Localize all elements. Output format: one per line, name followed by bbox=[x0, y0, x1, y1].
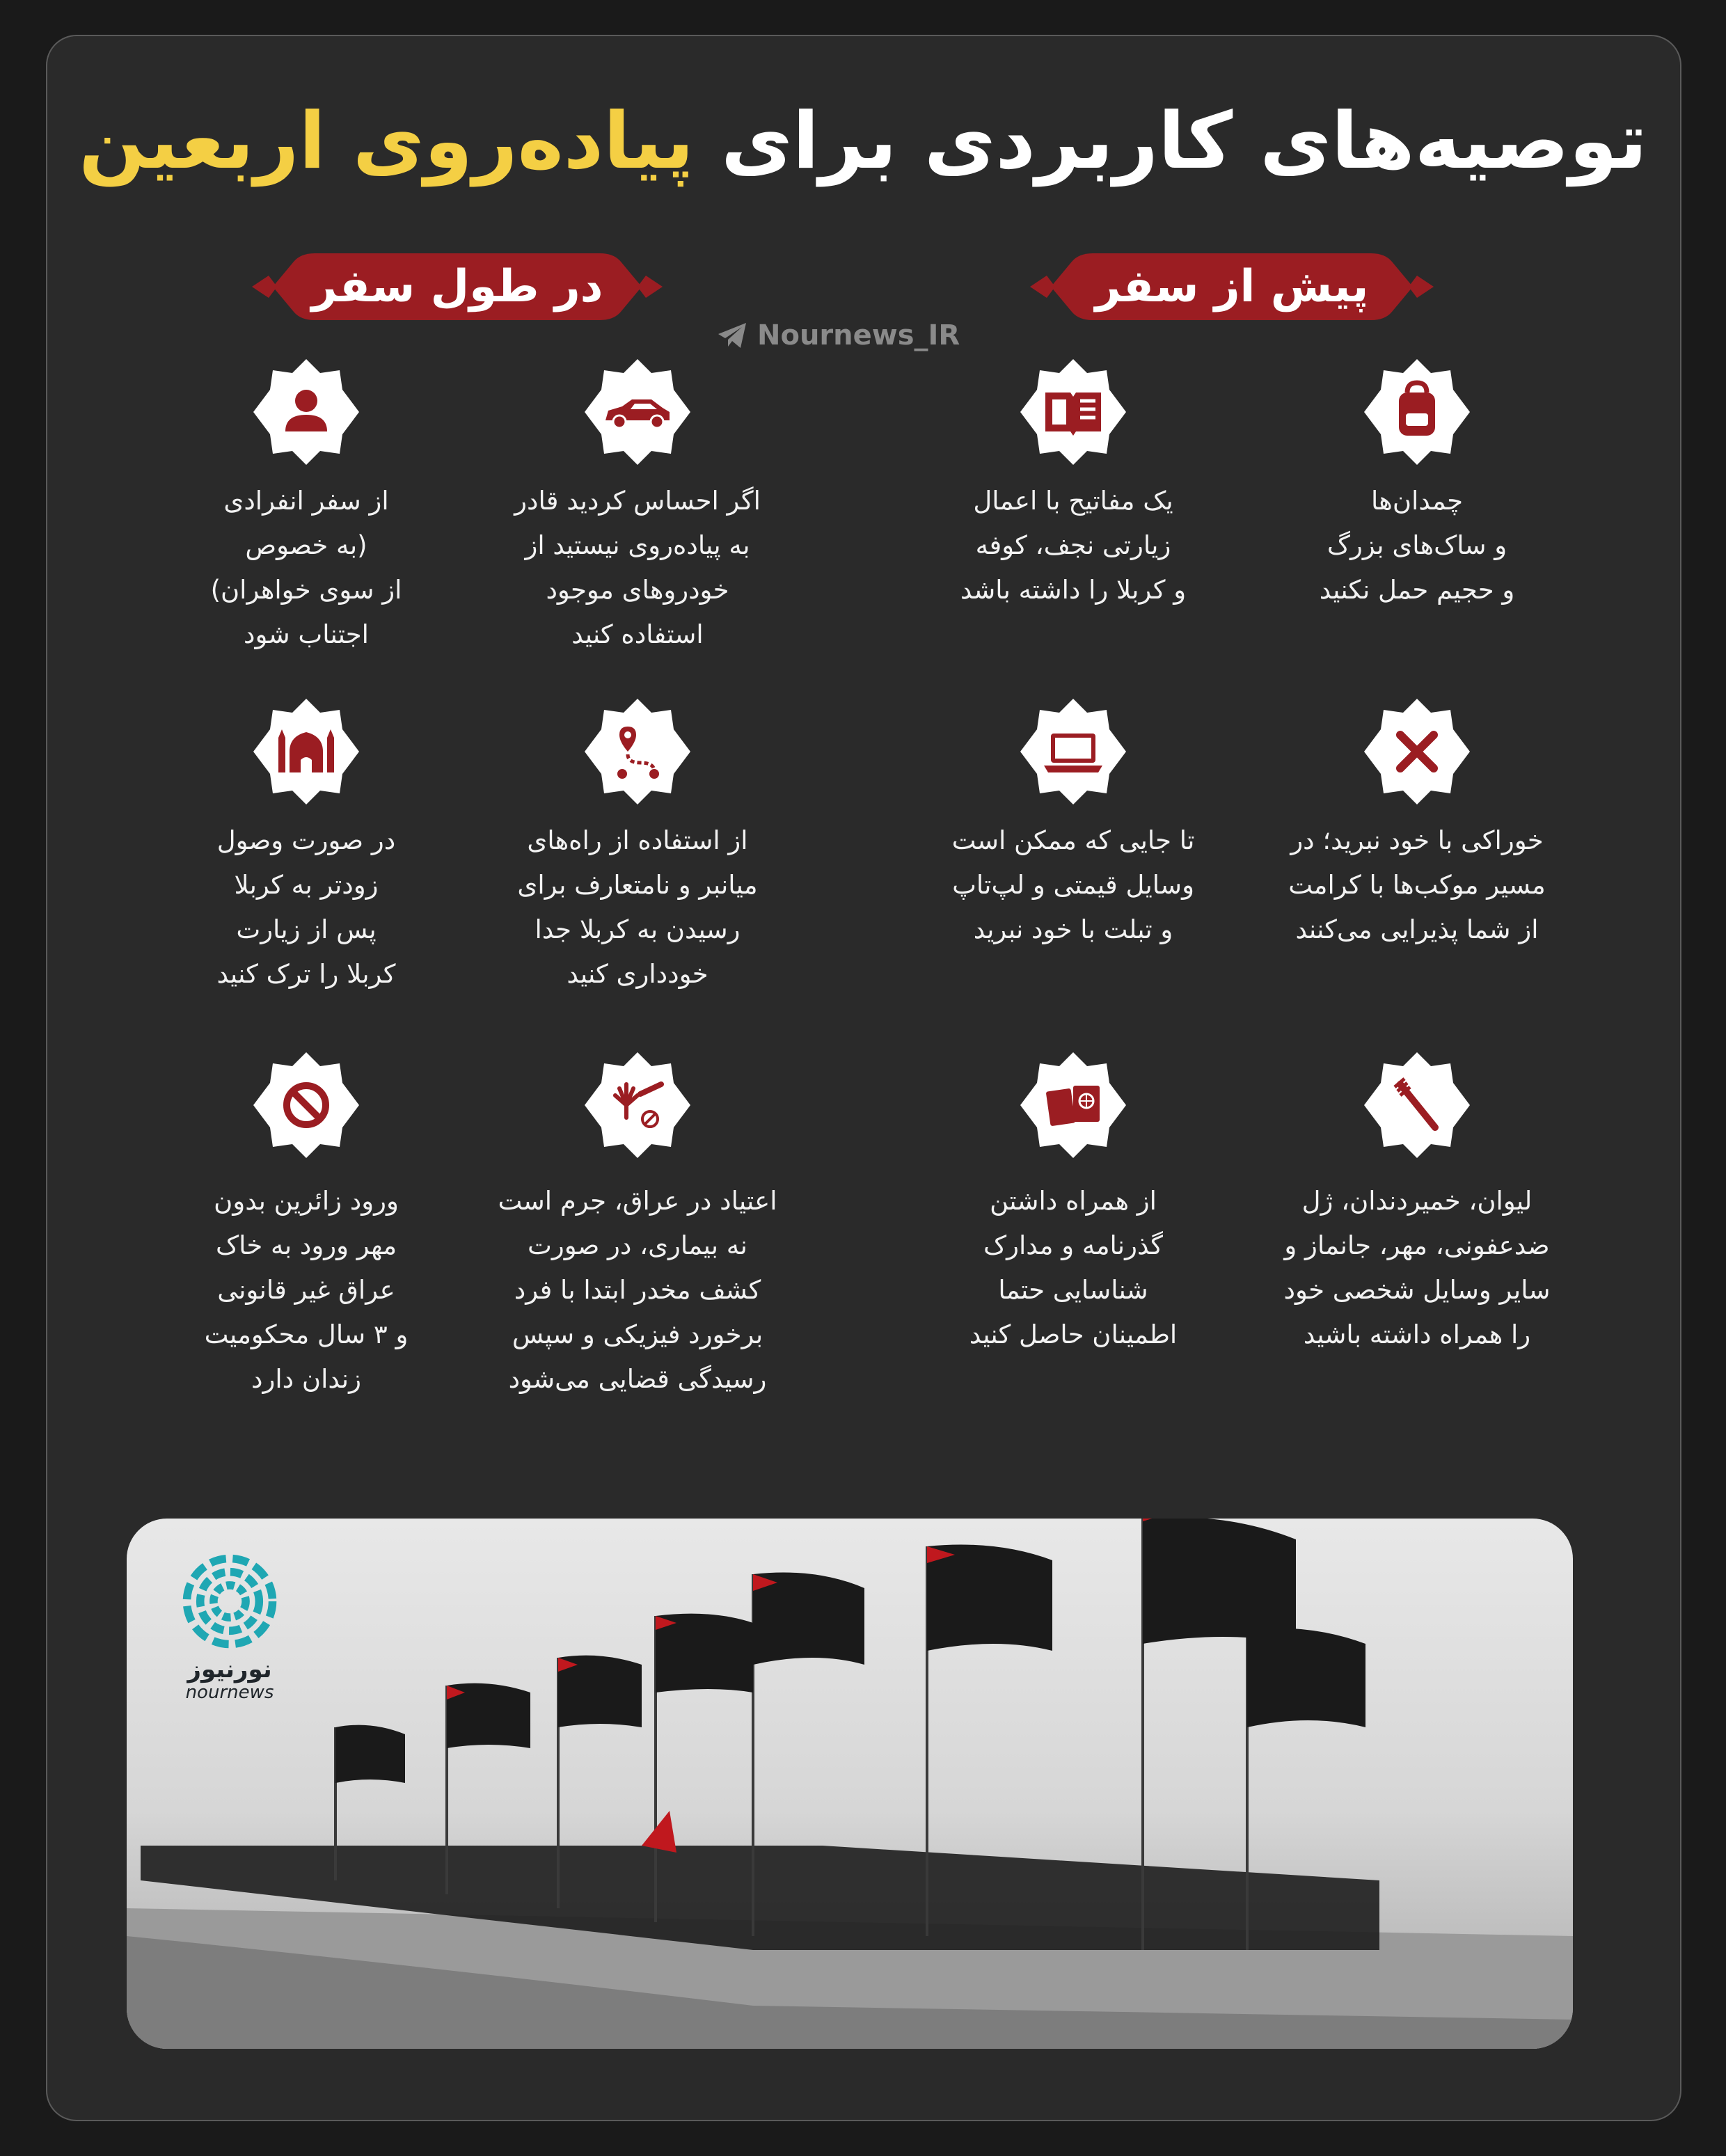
cross-icon bbox=[1361, 696, 1473, 807]
car-icon bbox=[582, 356, 693, 468]
drugs-icon bbox=[582, 1049, 693, 1161]
tip-text: در صورت وصول زودتر به کربلا پس از زیارت کربلا را ترک کنید bbox=[216, 825, 396, 989]
tip-text: لیوان، خمیردندان، ژل ضدعفونی، مهر، جانماز و سایر وسایل شخصی خود را همراه داشته باشید bbox=[1283, 1186, 1551, 1349]
tip-text: خوراکی با خود نبرید؛ در مسیر موکب‌ها با کرامت از شما پذیرایی می‌کنند bbox=[1288, 825, 1546, 944]
backpack-icon bbox=[1361, 356, 1473, 468]
section-banner-before bbox=[1030, 248, 1434, 326]
telegram-icon bbox=[717, 322, 747, 349]
tip-text: یک مفاتیح با اعمال زیارتی نجف، کوفه و کربلا را داشته باشد bbox=[960, 486, 1187, 605]
toothbrush-icon bbox=[1361, 1049, 1473, 1161]
section-title-before: پیش از سفر bbox=[1095, 261, 1369, 312]
tip-text: اعتیاد در عراق، جرم است نه بیماری، در صورت کشف مخدر ابتدا با فرد برخورد فیزیکی و سپس رسیدگی قضایی می‌شود bbox=[498, 1186, 777, 1394]
telegram-watermark bbox=[717, 315, 1009, 356]
nournews-logo bbox=[160, 1549, 299, 1702]
no-entry-icon bbox=[251, 1049, 362, 1161]
title-part2: پیاده‌روی اربعین bbox=[79, 96, 695, 187]
tip-text: چمدان‌ها و ساک‌های بزرگ و حجیم حمل نکنید bbox=[1319, 486, 1515, 605]
tip-text: از سفر انفرادی (به خصوص از سوی خواهران) اجتناب شود bbox=[210, 486, 402, 649]
logo-latin: nournews bbox=[185, 1682, 274, 1703]
person-icon bbox=[251, 356, 362, 468]
laptop-icon bbox=[1018, 696, 1129, 807]
route-icon bbox=[582, 696, 693, 807]
tip-text: از استفاده از راه‌های میانبر و نامتعارف برای رسیدن به کربلا جدا خودداری کنید bbox=[517, 825, 758, 989]
shrine-icon bbox=[251, 696, 362, 807]
tip-text: از همراه داشتن گذرنامه و مدارک شناسایی حتما اطمینان حاصل کنید bbox=[969, 1186, 1178, 1349]
pilgrims-illustration bbox=[127, 1519, 1573, 2049]
logo-name: نورنیوز bbox=[187, 1656, 272, 1683]
section-title-during: در طول سفر bbox=[311, 261, 603, 312]
nournews-logo-icon bbox=[175, 1549, 284, 1654]
watermark-text: Nournews_IR bbox=[757, 319, 960, 351]
book-icon bbox=[1018, 356, 1129, 468]
passport-icon bbox=[1018, 1049, 1129, 1161]
tip-text: اگر احساس کردید قادر به پیاده‌روی نیستید از خودروهای موجود استفاده کنید bbox=[514, 486, 761, 649]
title-part1: توصیه‌های کاربردی برای bbox=[721, 96, 1647, 187]
page-title bbox=[0, 89, 1726, 193]
tip-text: تا جایی که ممکن است وسایل قیمتی و لپ‌تاپ و تبلت با خود نبرید bbox=[951, 825, 1195, 944]
section-banner-during bbox=[252, 248, 663, 326]
pilgrims-photo bbox=[127, 1519, 1573, 2049]
tip-text: ورود زائرین بدون مهر ورود به خاک عراق غیر قانونی و ۳ سال محکومیت زندان دارد bbox=[204, 1186, 409, 1394]
